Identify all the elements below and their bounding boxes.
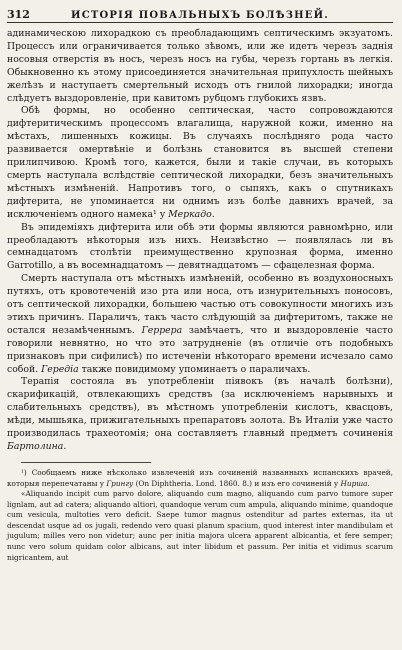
text-run: адинамическою лихорадкою съ преобладающимъ септическимъ экзуатомъ. Процессъ или ограничивается только зѣвомъ, или же идетъ черезъ заднія носовыя отверстія въ носъ, черезъ носъ на губы, черезъ гортань въ легкія. Обыкновенно къ этому присоединяется значительная припухлость шейныхъ желѣзъ и наступаетъ смертельный исходъ отъ гнилой лихорадки; иногда слѣдуетъ выздоровленіе, при кавитомъ рубцомъ глубокихъ язвъ. xyxy=(7,28,393,104)
text-run: у xyxy=(156,208,169,220)
text-run: . xyxy=(211,208,215,220)
text-run: замѣчаетъ, что и выздоровленіе часто говорили невнятно, но что это затрудненіе (въ отличіе отъ подобныхъ признаковъ при сифилисѣ) по истеченіи нѣкотораго времени исчезало само собой. xyxy=(7,324,393,375)
page-number: 312 xyxy=(7,8,30,21)
footnotes xyxy=(7,468,393,563)
italic-name: Бартолина xyxy=(7,441,64,452)
text-run: Смерть наступала отъ мѣстныхъ измѣненій, особенно въ воздухоносныхъ путяхъ, отъ кровотеченій изо рта или носа, отъ изнурительныхъ поносовъ, отъ септической лихорадки, большею частью отъ совокупности многихъ изъ этихъ причинъ. Параличъ, такъ часто слѣдующій за дифтеритомъ, также не остался незамѣченнымъ. xyxy=(7,273,393,336)
page-header xyxy=(7,8,393,23)
text-run: . xyxy=(63,441,67,452)
paragraph xyxy=(7,105,393,221)
main-text xyxy=(7,28,393,454)
paragraph xyxy=(7,222,393,274)
footnote xyxy=(7,489,393,563)
text-run: Обѣ формы, но особенно септическая, часто сопровождаются дифтеритическимъ процессомъ влагалища, наружной кожи, именно на мѣстахъ, лишенныхъ кожицы. Въ случаяхъ послѣдняго рода часто развивается омертвѣніе и болѣзнь становится въ высшей степени прилипчивою. Кромѣ того, кажется, были и такіе случаи, въ которыхъ смерть наступала вслѣдствіе септической лихорадки, безъ значительныхъ мѣстныхъ измѣненій. Напротивъ того, о сыпяхъ, какъ о спутникахъ дифтерита, не упоминается ни однимъ изъ болѣе давнихъ врачей, за исключеніемъ одного намека xyxy=(7,105,393,220)
footnote-rule xyxy=(21,462,151,463)
running-title: ИСТОРІЯ ПОВАЛЬНЫХЪ БОЛѢЗНЕЙ. xyxy=(71,10,329,21)
text-run: также повидимому упоминаетъ о параличахъ. xyxy=(78,363,311,375)
footnote xyxy=(7,468,393,489)
paragraph xyxy=(7,273,393,376)
text-run: ¹ xyxy=(153,208,157,220)
italic-name: Hирша xyxy=(340,478,368,488)
italic-name: Грингу xyxy=(106,478,134,488)
text-run: . xyxy=(367,478,370,488)
italic-name: Гередіа xyxy=(41,363,79,375)
italic-name: Геррера xyxy=(141,324,183,336)
text-run: (On Diphtheria. Lond. 1860. 8.) и изъ его сочиненій у xyxy=(133,478,341,488)
text-run: «Aliquando incipit cum parvo dolore, aliquando cum magno, aliquando cum parvo tumore super lignlam, aut ad catera; aliquando altiori, quandoque verum cum ampula, aliquando minime, quandoque cum vesicula, multoties vero deficit. Saepe tumor magnus ostenditur ad partes externas, ita ut descendat usque ad os jugali, redendo vero quasi planum spacium, quod interest inter mandibulam et jugulum; milles vero non videtur; aunc per initia majora ulcera apparent albicantia, et fere semper; nunc vero solum quidam color albicans, aut inter libidum et passum. Per initia et vidimus scarum nigricantem, aut xyxy=(7,489,393,562)
paragraph xyxy=(7,28,393,105)
italic-name: Меркадо xyxy=(168,208,212,220)
text-run: Терапія состояла въ употребленіи піявокъ (въ началѣ болѣзни), скарификацій, отвлекающихъ средствъ (за исключеніемъ нарывныхъ и слабительныхъ средствъ), въ мѣстномъ употребленіи кислотъ, квасцовъ, мѣди, мышьяка, прижигательныхъ препаратовъ золота. Въ Италіи уже часто производилась трахеотомія; она составляетъ главный предметъ сочиненія xyxy=(7,376,393,440)
text-run: Въ эпидеміяхъ дифтерита или обѣ эти формы являются равномѣрно, или преобладаютъ нѣкоторыя изъ нихъ. Неизвѣстно — появлялась ли въ семнадцатомъ столѣтіи преимущественно крупозная форма, именно Garrotillo, а въ восемнадцатомъ — девятнадцатомъ — сфацелезная форма. xyxy=(7,221,393,272)
text-run: ¹) Сообщаемъ ниже нѣсколько извлеченій изъ сочиненій названныхъ испанскихъ врачей, которыя перепечатаны у xyxy=(7,467,393,488)
paragraph xyxy=(7,376,393,453)
